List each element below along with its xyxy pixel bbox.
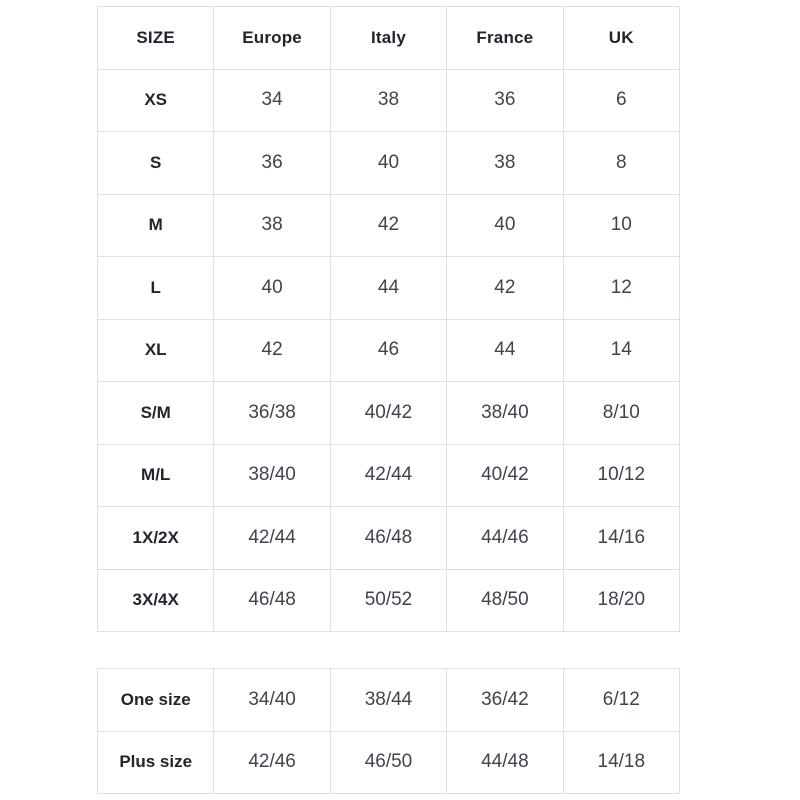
size-value-cell: 38 [447, 132, 563, 195]
table-row [98, 507, 680, 570]
size-value-cell: 44/48 [447, 731, 563, 794]
header-cell-italy: Italy [330, 7, 446, 70]
size-value-cell: 46/48 [214, 569, 330, 632]
size-value-cell: 42 [447, 257, 563, 320]
size-label-cell: 3X/4X [98, 569, 214, 632]
table-row [98, 731, 680, 794]
size-value-cell: 18/20 [563, 569, 679, 632]
size-value-cell: 44 [330, 257, 446, 320]
size-value-cell: 48/50 [447, 569, 563, 632]
size-value-cell: 44/46 [447, 507, 563, 570]
size-value-cell: 40 [330, 132, 446, 195]
size-value-cell: 14/16 [563, 507, 679, 570]
table-row [98, 444, 680, 507]
table-row [98, 69, 680, 132]
size-value-cell: 40/42 [330, 382, 446, 445]
table-header-row [98, 7, 680, 70]
size-value-cell: 6/12 [563, 669, 679, 732]
size-value-cell: 36/42 [447, 669, 563, 732]
size-value-cell: 42/44 [330, 444, 446, 507]
size-value-cell: 6 [563, 69, 679, 132]
size-label-cell: 1X/2X [98, 507, 214, 570]
table-row [98, 319, 680, 382]
size-value-cell: 12 [563, 257, 679, 320]
size-label-cell: Plus size [98, 731, 214, 794]
size-value-cell: 42/46 [214, 731, 330, 794]
size-conversion-table [97, 6, 680, 632]
size-value-cell: 38 [330, 69, 446, 132]
size-value-cell: 40/42 [447, 444, 563, 507]
size-value-cell: 40 [447, 194, 563, 257]
header-cell-france: France [447, 7, 563, 70]
size-value-cell: 40 [214, 257, 330, 320]
size-value-cell: 46/50 [330, 731, 446, 794]
table-row [98, 669, 680, 732]
header-cell-uk: UK [563, 7, 679, 70]
size-value-cell: 38/44 [330, 669, 446, 732]
table-row [98, 569, 680, 632]
size-value-cell: 38 [214, 194, 330, 257]
size-label-cell: L [98, 257, 214, 320]
size-value-cell: 10 [563, 194, 679, 257]
size-value-cell: 38/40 [214, 444, 330, 507]
size-value-cell: 34 [214, 69, 330, 132]
size-value-cell: 50/52 [330, 569, 446, 632]
size-value-cell: 36 [447, 69, 563, 132]
table-row [98, 257, 680, 320]
size-value-cell: 42 [330, 194, 446, 257]
size-label-cell: S/M [98, 382, 214, 445]
size-label-cell: M/L [98, 444, 214, 507]
size-value-cell: 42/44 [214, 507, 330, 570]
size-value-cell: 36 [214, 132, 330, 195]
size-label-cell: S [98, 132, 214, 195]
size-value-cell: 36/38 [214, 382, 330, 445]
size-label-cell: XL [98, 319, 214, 382]
size-value-cell: 34/40 [214, 669, 330, 732]
size-value-cell: 44 [447, 319, 563, 382]
size-label-cell: One size [98, 669, 214, 732]
size-table-header [98, 7, 680, 70]
size-table-body [98, 69, 680, 632]
size-value-cell: 14 [563, 319, 679, 382]
special-sizes-table-container [97, 668, 680, 794]
size-value-cell: 14/18 [563, 731, 679, 794]
table-row [98, 132, 680, 195]
size-value-cell: 46/48 [330, 507, 446, 570]
size-value-cell: 8 [563, 132, 679, 195]
table-row [98, 194, 680, 257]
size-value-cell: 10/12 [563, 444, 679, 507]
size-label-cell: M [98, 194, 214, 257]
size-label-cell: XS [98, 69, 214, 132]
size-value-cell: 46 [330, 319, 446, 382]
size-value-cell: 8/10 [563, 382, 679, 445]
size-value-cell: 38/40 [447, 382, 563, 445]
special-sizes-table [97, 668, 680, 794]
size-conversion-table-container [97, 6, 680, 632]
special-table-body [98, 669, 680, 794]
table-row [98, 382, 680, 445]
header-cell-europe: Europe [214, 7, 330, 70]
size-value-cell: 42 [214, 319, 330, 382]
header-cell-size: SIZE [98, 7, 214, 70]
